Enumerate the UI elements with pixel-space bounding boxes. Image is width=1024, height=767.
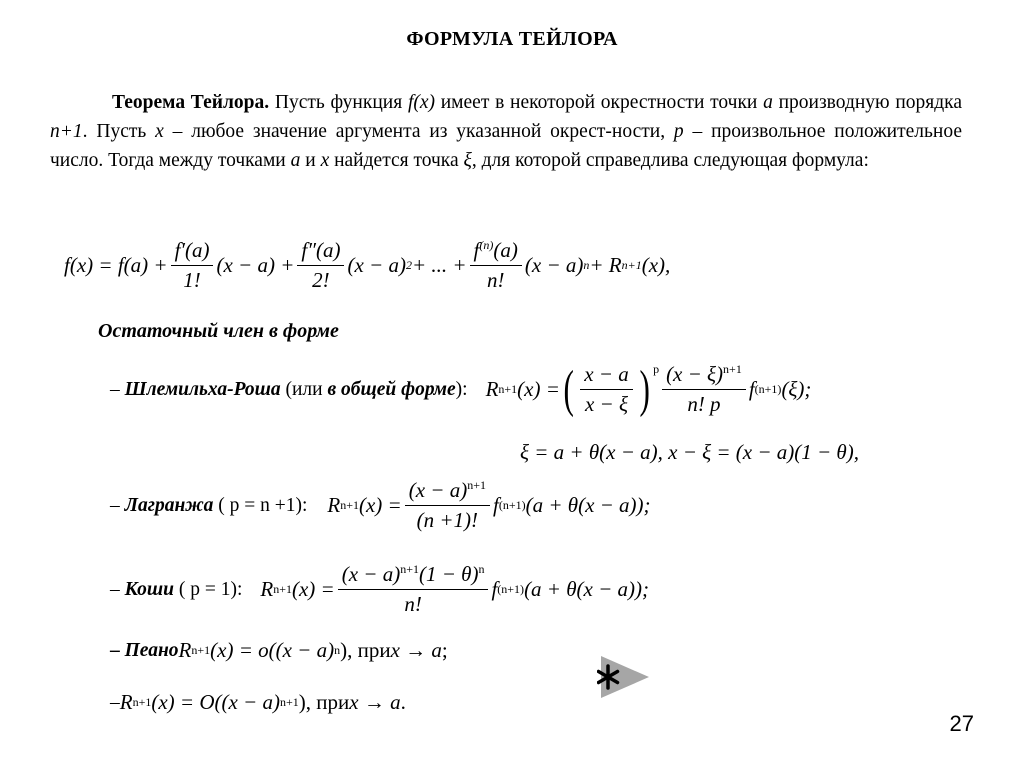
fraction (580, 362, 633, 417)
formula-part: (x) = o((x − a) (210, 638, 335, 662)
form-name-alt: в общей форме (327, 378, 456, 400)
theorem-var-a: a (763, 92, 773, 113)
dash: – (110, 639, 125, 661)
formula-part: (a + θ(x − a)); (525, 493, 651, 517)
form-text: ( p = n +1): (213, 494, 308, 516)
form-text: ( p = 1): (173, 578, 243, 600)
theorem-order: n+1 (50, 121, 83, 142)
theorem-text: , для которой справедлива следующая формула: (471, 150, 869, 171)
form-label (110, 640, 179, 662)
exponent: (n+1) (497, 582, 525, 596)
form-text: ): (455, 378, 468, 400)
formula-part: (x) = (291, 577, 335, 601)
formula-part: ξ = a + θ(x − a), x − ξ = (x − a)(1 − θ), (520, 440, 859, 464)
subscript: n+1 (498, 382, 518, 396)
formula-part: (x) = O((x − a) (151, 690, 280, 714)
dash: – (110, 378, 125, 400)
schlomilch-row (110, 362, 811, 417)
theorem-var-x: x (155, 121, 164, 142)
exponent: n (334, 643, 341, 657)
exponent: n (478, 562, 485, 576)
form-text: (или (280, 378, 328, 400)
page-number: 27 (949, 711, 974, 736)
subscript: n+1 (340, 498, 359, 512)
dash: – (110, 578, 125, 600)
formula-part: R (178, 638, 192, 662)
formula-part: (x − a) (408, 478, 468, 502)
fraction-numerator (405, 478, 490, 506)
exponent: 2 (405, 258, 412, 272)
fraction (662, 362, 746, 417)
cauchy-row (110, 562, 649, 617)
formula-part: (x) = (517, 377, 560, 401)
formula-part: R (119, 690, 133, 714)
exponent: n+1 (279, 695, 299, 709)
formula-part: (1 − θ) (418, 562, 479, 586)
formula-part: f (492, 493, 499, 517)
subscript: n+1 (191, 643, 211, 657)
fraction-numerator (662, 362, 746, 390)
theorem-var-p: p (673, 121, 684, 142)
taylor-formula (64, 238, 670, 293)
fraction-numerator: x − a (580, 362, 633, 390)
page-title: ФОРМУЛА ТЕЙЛОРА (406, 28, 618, 50)
formula-part: ), при (298, 690, 350, 714)
fraction-term-n (470, 238, 522, 293)
exponent: (n) (479, 238, 494, 252)
formula-part: f (473, 238, 480, 262)
fraction-numerator: f′(a) (171, 238, 214, 266)
formula-part: + ... + (411, 253, 467, 277)
form-label (110, 495, 307, 517)
formula-part: x → a (349, 690, 401, 714)
formula-part: (x − a) (341, 562, 401, 586)
formula-part: (x) = (358, 493, 402, 517)
fraction-denominator: 2! (312, 268, 330, 292)
exponent: n+1 (400, 562, 419, 576)
form-label (110, 579, 242, 601)
formula-part: x → a (390, 638, 442, 662)
formula-part: (x − ξ) (666, 362, 724, 386)
theorem-var-xi: ξ (463, 150, 472, 171)
formula-part: (ξ); (781, 377, 812, 401)
formula-part: (a) (493, 238, 518, 262)
next-slide-button[interactable] (597, 654, 651, 700)
theorem-fx: f(x) (407, 92, 435, 113)
fraction (338, 562, 489, 617)
peano-row (110, 638, 448, 663)
exponent: n (583, 258, 590, 272)
formula-part: . (400, 690, 406, 714)
theorem-text: – любое значение аргумента из указанной окрест-ности, (163, 121, 674, 142)
fraction-numerator: f″(a) (297, 238, 344, 266)
fraction-numerator (470, 238, 522, 266)
fraction-denominator: (n +1)! (416, 508, 479, 532)
paren: ( (563, 360, 574, 418)
theorem-text: найдется точка (329, 150, 464, 171)
fraction-denominator: n! (486, 268, 505, 292)
theorem-paragraph (50, 88, 962, 175)
exponent: (n+1) (498, 498, 526, 512)
big-o-row (110, 690, 406, 715)
formula-part: (x − a) (347, 253, 406, 277)
subscript: n+1 (132, 695, 152, 709)
formula-part: + R (589, 253, 622, 277)
formula-part: f (491, 577, 498, 601)
subscript: n+1 (273, 582, 292, 596)
formula-part: ), при (340, 638, 391, 662)
exponent: n+1 (467, 478, 486, 492)
fraction-denominator: n! (404, 592, 422, 616)
theorem-text: производную порядка (772, 92, 963, 113)
subscript: n+1 (621, 258, 642, 272)
form-name: Лагранжа (124, 494, 214, 516)
fraction-numerator (338, 562, 489, 590)
dash: – (110, 691, 120, 713)
formula-part: (x − a) + (216, 253, 295, 277)
formula-part: (a + θ(x − a)); (524, 577, 650, 601)
paren: ) (639, 360, 650, 418)
fraction-term-1 (171, 238, 214, 293)
theorem-text: Пусть функция (269, 92, 408, 113)
lagrange-row (110, 478, 651, 533)
remainder-heading: Остаточный член в форме (98, 320, 339, 342)
form-label (110, 379, 468, 401)
formula-part: ; (441, 638, 448, 662)
exponent: n+1 (723, 362, 742, 376)
fraction (405, 478, 490, 533)
formula-part: f(x) = f(a) + (64, 253, 168, 277)
formula-part: R (327, 493, 341, 517)
theorem-text: – произвольное положительное число. Тогда между точками (50, 121, 962, 171)
form-name: Пеано (124, 639, 179, 661)
formula-part: R (260, 577, 274, 601)
fraction-term-2 (297, 238, 344, 293)
formula-part: (x), (641, 253, 671, 277)
exponent: (n+1) (754, 382, 782, 396)
form-name: Коши (124, 578, 174, 600)
theorem-heading: Теорема Тейлора. (112, 92, 270, 113)
formula-part: f (748, 377, 755, 401)
xi-definition (520, 440, 859, 465)
fraction-denominator: x − ξ (584, 392, 628, 416)
fraction-denominator: n! p (687, 392, 721, 416)
fraction-denominator: 1! (183, 268, 201, 292)
form-name: Шлемильха-Роша (124, 378, 281, 400)
dash: – (110, 494, 125, 516)
formula-part: R (485, 377, 499, 401)
exponent: p (653, 362, 660, 376)
theorem-text: и (300, 150, 321, 171)
asterisk-arrow-icon (597, 654, 651, 700)
theorem-text: имеет в некоторой окрестности точки (435, 92, 764, 113)
theorem-var-a: a (290, 150, 301, 171)
theorem-text: . Пусть (82, 121, 156, 142)
theorem-var-x: x (320, 150, 330, 171)
formula-part: (x − a) (524, 253, 584, 277)
